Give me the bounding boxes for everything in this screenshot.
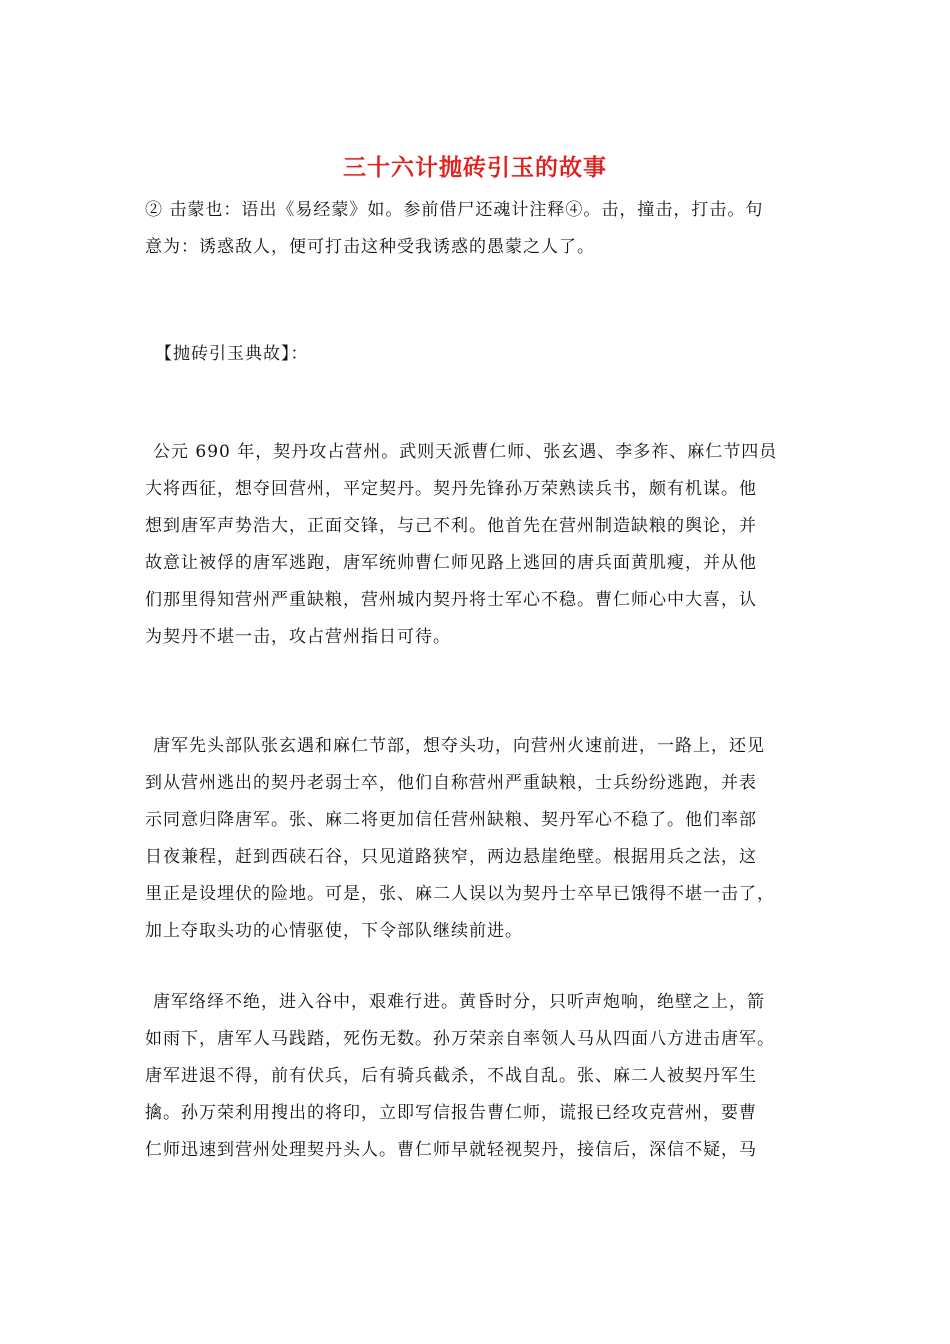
paragraph-3 [145, 984, 809, 1169]
paragraph-line: 如雨下，唐军人马践踏，死伤无数。孙万荣亲自率领人马从四面八方进击唐军。 [145, 1029, 775, 1049]
paragraph-line: 擒。孙万荣利用搜出的将印，立即写信报告曹仁师，谎报已经攻克营州，要曹 [145, 1103, 757, 1123]
paragraph-line: 为契丹不堪一击，攻占营州指日可待。 [145, 627, 451, 647]
paragraph-line: 日夜兼程，赶到西硖石谷，只见道路狭窄，两边悬崖绝壁。根据用兵之法，这 [145, 847, 757, 867]
document-title: 三十六计抛砖引玉的故事 [343, 154, 607, 181]
paragraph-line: 到从营州逃出的契丹老弱士卒，他们自称营州严重缺粮，士兵纷纷逃跑，并表 [145, 773, 757, 793]
paragraph-line: 示同意归降唐军。张、麻二将更加信任营州缺粮、契丹军心不稳了。他们率部 [145, 810, 757, 830]
paragraph-line: 加上夺取头功的心情驱使，下令部队继续前进。 [145, 921, 523, 941]
intro-note [145, 192, 809, 266]
intro-line: 意为：诱惑敌人，便可打击这种受我诱惑的愚蒙之人了。 [145, 237, 595, 257]
paragraph-line: 唐军进退不得，前有伏兵，后有骑兵截杀，不战自乱。张、麻二人被契丹军生 [145, 1066, 757, 1086]
paragraph-line: 唐军先头部队张玄遇和麻仁节部，想夺头功，向营州火速前进，一路上，还见 [153, 736, 765, 756]
paragraph-line: 公元 690 年，契丹攻占营州。武则天派曹仁师、张玄遇、李多祚、麻仁节四员 [153, 442, 778, 462]
paragraph-line: 里正是设埋伏的险地。可是，张、麻二人误以为契丹士卒早已饿得不堪一击了， [145, 884, 775, 904]
paragraph-line: 仁师迅速到营州处理契丹头人。曹仁师早就轻视契丹，接信后，深信不疑，马 [145, 1140, 757, 1160]
paragraph-line: 大将西征，想夺回营州，平定契丹。契丹先锋孙万荣熟读兵书，颇有机谋。他 [145, 479, 757, 499]
paragraph-line: 故意让被俘的唐军逃跑，唐军统帅曹仁师见路上逃回的唐兵面黄肌瘦，并从他 [145, 553, 757, 573]
paragraph-line: 想到唐军声势浩大，正面交锋，与己不利。他首先在营州制造缺粮的舆论，并 [145, 516, 757, 536]
section-heading: 【抛砖引玉典故】： [155, 344, 309, 364]
paragraph-line: 们那里得知营州严重缺粮，营州城内契丹将士军心不稳。曹仁师心中大喜，认 [145, 590, 757, 610]
intro-line: ② 击蒙也：语出《易经蒙》如。参前借尸还魂计注释④。击，撞击，打击。句 [145, 200, 764, 220]
paragraph-2 [145, 728, 809, 950]
paragraph-line: 唐军络绎不绝，进入谷中，艰难行进。黄昏时分，只听声炮响，绝壁之上，箭 [153, 992, 765, 1012]
paragraph-1 [145, 434, 809, 656]
